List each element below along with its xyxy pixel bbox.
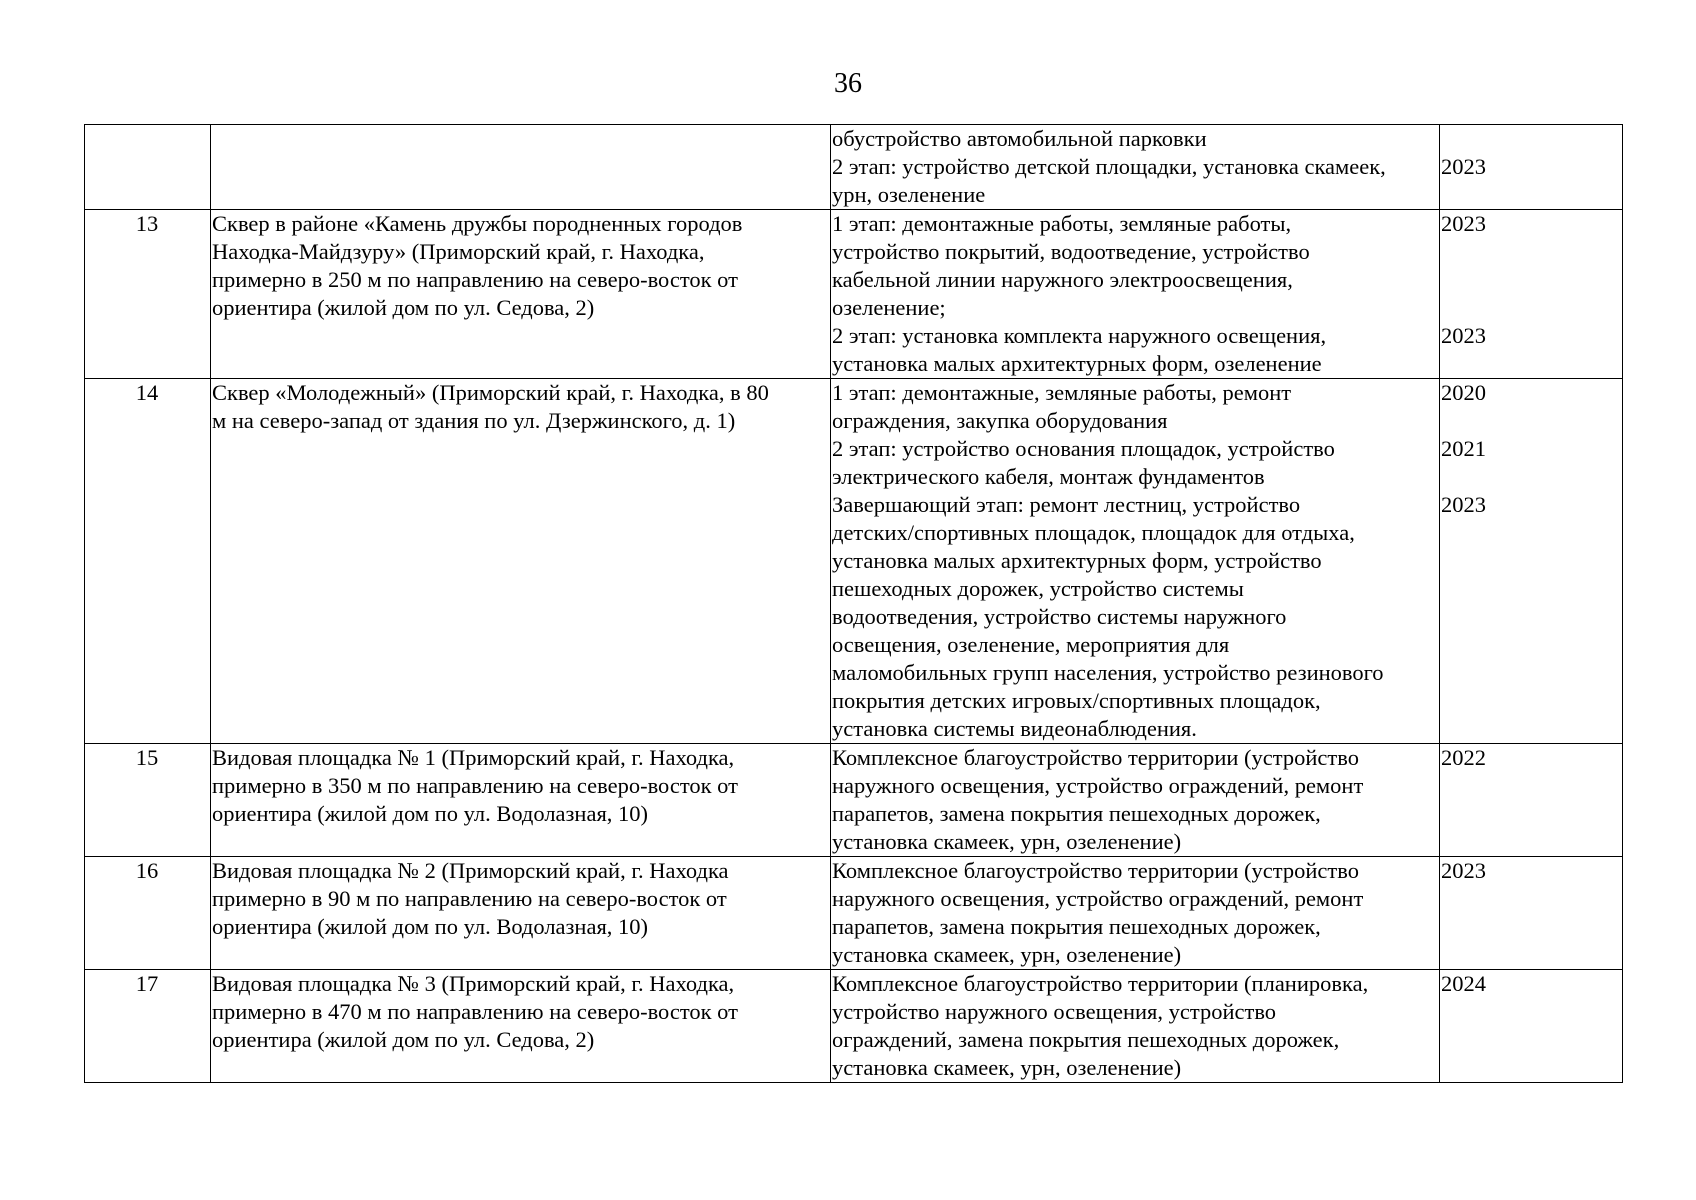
works-description-line: установка скамеек, урн, озеленение) [832, 1055, 1182, 1080]
works-description-line: электрического кабеля, монтаж фундаментов [832, 464, 1265, 489]
table-row [85, 857, 1623, 970]
improvement-schedule-table [84, 124, 1623, 1083]
year-spacer [1441, 715, 1620, 743]
completion-year-cell [1440, 744, 1623, 857]
works-description-line: ограждения, закупка оборудования [832, 408, 1168, 433]
works-description-line: освещения, озеленение, мероприятия для [832, 632, 1230, 657]
works-description-line: 1 этап: демонтажные работы, земляные работы, [832, 211, 1292, 236]
object-description-line: примерно в 470 м по направлению на северо-восток от [212, 999, 738, 1024]
works-description-line: наружного освещения, устройство ограждений, ремонт [832, 773, 1364, 798]
works-description-line: детских/спортивных площадок, площадок для отдыха, [832, 520, 1355, 545]
year-spacer [1441, 238, 1620, 266]
year-spacer [1441, 800, 1620, 828]
year-spacer [1441, 266, 1620, 294]
works-description-line: маломобильных групп населения, устройство резинового [832, 660, 1384, 685]
completion-year-cell [1440, 857, 1623, 970]
completion-year: 2024 [1441, 971, 1486, 996]
row-number: 13 [135, 211, 159, 236]
works-description-line: 2 этап: установка комплекта наружного освещения, [832, 323, 1327, 348]
completion-year: 2023 [1441, 154, 1486, 179]
object-description-line: Находка-Майдзуру» (Приморский край, г. Находка, [212, 239, 705, 264]
year-spacer [1441, 687, 1620, 715]
works-description-cell [831, 970, 1440, 1083]
year-spacer [1441, 547, 1620, 575]
works-description-line: 2 этап: устройство детской площадки, установка скамеек, [832, 154, 1386, 179]
works-description-cell [831, 210, 1440, 379]
object-description-line: Сквер в районе «Камень дружбы породненных городов [212, 211, 743, 236]
works-description-line: Завершающий этап: ремонт лестниц, устройство [832, 492, 1301, 517]
works-description-line: 1 этап: демонтажные, земляные работы, ремонт [832, 380, 1292, 405]
completion-year-cell [1440, 379, 1623, 744]
object-description-line: Сквер «Молодежный» (Приморский край, г. Находка, в 80 [212, 380, 769, 405]
table-row [85, 125, 1623, 210]
works-description-cell [831, 744, 1440, 857]
works-description-cell [831, 125, 1440, 210]
object-description-line: м на северо-запад от здания по ул. Дзержинского, д. 1) [212, 408, 736, 433]
object-description-line: ориентира (жилой дом по ул. Водолазная, 10) [212, 801, 649, 826]
row-number-cell [85, 970, 211, 1083]
page-number: 36 [834, 68, 862, 99]
row-number-cell [85, 744, 211, 857]
works-description-line: ограждений, замена покрытия пешеходных дорожек, [832, 1027, 1340, 1052]
works-description-line: установка системы видеонаблюдения. [832, 716, 1197, 741]
object-description-line: ориентира (жилой дом по ул. Водолазная, 10) [212, 914, 649, 939]
row-number-cell [85, 857, 211, 970]
year-spacer [1441, 519, 1620, 547]
object-description-line: примерно в 350 м по направлению на северо-восток от [212, 773, 738, 798]
works-description-line: установка малых архитектурных форм, устройство [832, 548, 1322, 573]
works-description-line: озеленение; [832, 295, 946, 320]
object-description-cell [211, 857, 831, 970]
year-spacer [1441, 913, 1620, 941]
completion-year-cell [1440, 125, 1623, 210]
works-description-line: Комплексное благоустройство территории (устройство [832, 745, 1359, 770]
table-row [85, 744, 1623, 857]
year-spacer [1441, 294, 1620, 322]
works-description-line: парапетов, замена покрытия пешеходных дорожек, [832, 801, 1321, 826]
year-spacer [1441, 659, 1620, 687]
year-spacer [1441, 631, 1620, 659]
works-description-line: установка скамеек, урн, озеленение) [832, 829, 1182, 854]
completion-year: 2020 [1441, 380, 1486, 405]
works-description-line: урн, озеленение [832, 182, 986, 207]
row-number-cell [85, 125, 211, 210]
year-spacer [1441, 1054, 1620, 1082]
works-description-line: Комплексное благоустройство территории (устройство [832, 858, 1359, 883]
works-description-line: водоотведения, устройство системы наружного [832, 604, 1287, 629]
row-number-cell [85, 379, 211, 744]
works-description-line: наружного освещения, устройство ограждений, ремонт [832, 886, 1364, 911]
row-number: 15 [135, 745, 159, 770]
works-description-cell [831, 379, 1440, 744]
object-description-line: Видовая площадка № 2 (Приморский край, г. Находка [212, 858, 729, 883]
works-description-line: устройство наружного освещения, устройство [832, 999, 1277, 1024]
object-description-line: ориентира (жилой дом по ул. Седова, 2) [212, 295, 595, 320]
works-description-line: кабельной линии наружного электроосвещения, [832, 267, 1293, 292]
year-spacer [1441, 1026, 1620, 1054]
completion-year-cell [1440, 210, 1623, 379]
object-description-line: примерно в 250 м по направлению на северо-восток от [212, 267, 738, 292]
year-spacer [1441, 350, 1620, 378]
works-description-line: покрытия детских игровых/спортивных площадок, [832, 688, 1321, 713]
table-row [85, 970, 1623, 1083]
object-description-cell [211, 744, 831, 857]
completion-year: 2023 [1441, 211, 1486, 236]
completion-year: 2023 [1441, 323, 1486, 348]
works-description-line: установка малых архитектурных форм, озеленение [832, 351, 1322, 376]
object-description-line: Видовая площадка № 1 (Приморский край, г. Находка, [212, 745, 735, 770]
works-description-line: обустройство автомобильной парковки [832, 126, 1207, 151]
year-spacer [1441, 463, 1620, 491]
works-description-line: Комплексное благоустройство территории (планировка, [832, 971, 1369, 996]
object-description-line: примерно в 90 м по направлению на северо-восток от [212, 886, 727, 911]
table-row [85, 210, 1623, 379]
year-spacer [1441, 998, 1620, 1026]
object-description-cell [211, 970, 831, 1083]
completion-year: 2022 [1441, 745, 1486, 770]
works-description-cell [831, 857, 1440, 970]
works-description-line: устройство покрытий, водоотведение, устройство [832, 239, 1310, 264]
year-spacer [1441, 407, 1620, 435]
year-spacer [1441, 575, 1620, 603]
year-spacer [1441, 603, 1620, 631]
completion-year-cell [1440, 970, 1623, 1083]
year-spacer [1441, 181, 1620, 209]
row-number: 16 [135, 858, 159, 883]
works-description-line: установка скамеек, урн, озеленение) [832, 942, 1182, 967]
row-number-cell [85, 210, 211, 379]
object-description-line: Видовая площадка № 3 (Приморский край, г. Находка, [212, 971, 735, 996]
table-row [85, 379, 1623, 744]
year-spacer [1441, 885, 1620, 913]
works-description-line: 2 этап: устройство основания площадок, устройство [832, 436, 1335, 461]
object-description-line: ориентира (жилой дом по ул. Седова, 2) [212, 1027, 595, 1052]
table-body [85, 125, 1623, 1083]
object-description-cell [211, 379, 831, 744]
year-spacer [1441, 772, 1620, 800]
row-number: 17 [135, 971, 159, 996]
row-number: 14 [135, 380, 159, 405]
object-description-cell [211, 125, 831, 210]
works-description-line: пешеходных дорожек, устройство системы [832, 576, 1244, 601]
year-spacer [1441, 941, 1620, 969]
completion-year: 2023 [1441, 492, 1486, 517]
object-description-cell [211, 210, 831, 379]
works-description-line: парапетов, замена покрытия пешеходных дорожек, [832, 914, 1321, 939]
year-spacer [1441, 828, 1620, 856]
year-spacer [1441, 125, 1620, 153]
completion-year: 2023 [1441, 858, 1486, 883]
completion-year: 2021 [1441, 436, 1486, 461]
